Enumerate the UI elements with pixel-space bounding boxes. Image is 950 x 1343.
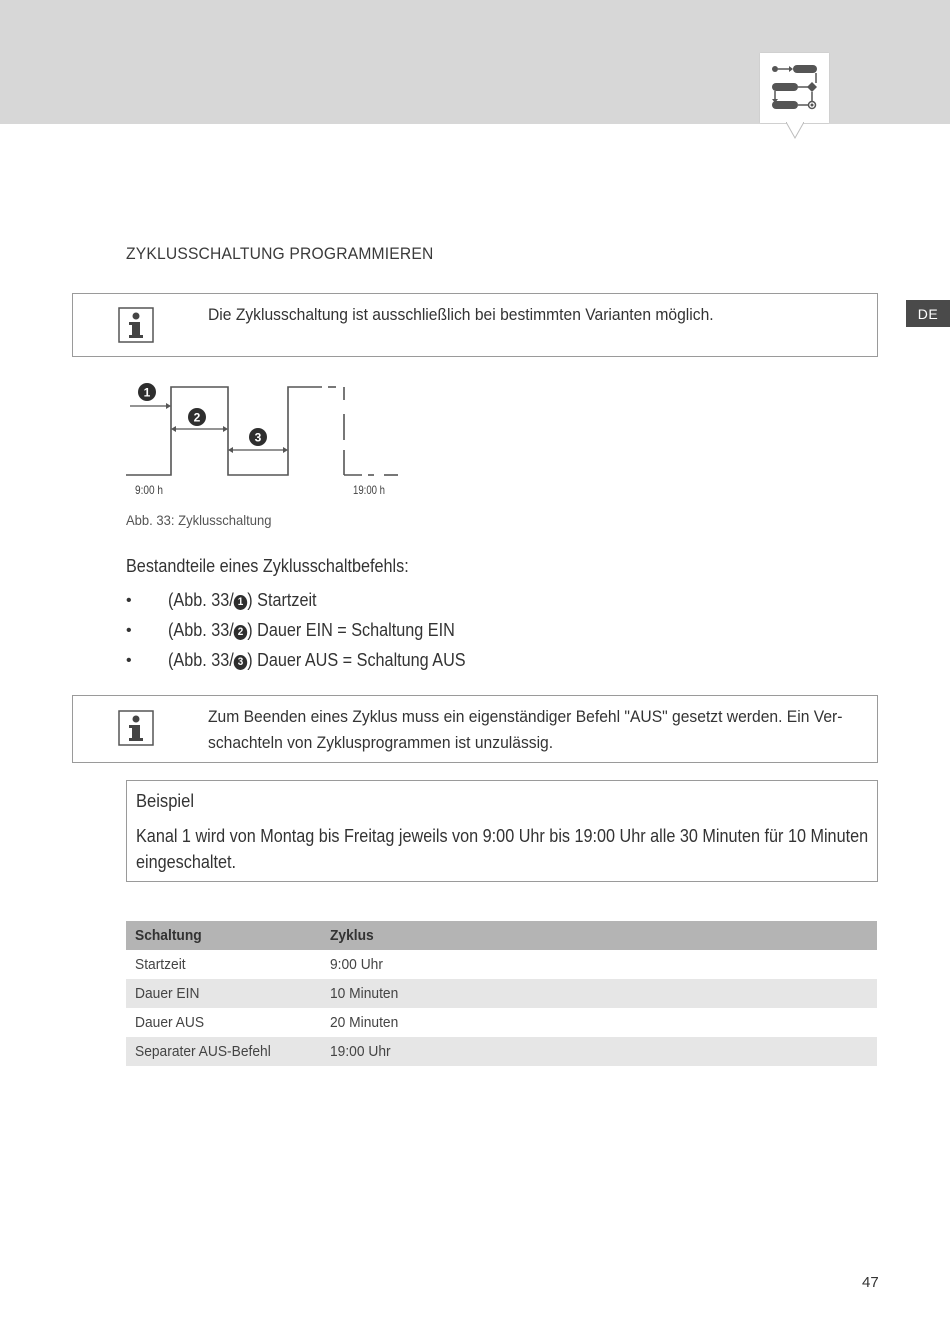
info-icon <box>118 307 154 343</box>
note-text: Die Zyklusschaltung ist ausschließlich bei bestimmten Varianten möglich. <box>208 305 714 324</box>
diagram-marker-3 <box>249 428 267 446</box>
note-text: Zum Beenden eines Zyklus muss ein eigenständiger Befehl "AUS" gesetzt werden. Ein Ver- schachteln von Zyklusprogrammen ist unzulässig. <box>208 707 843 752</box>
column-header: Schaltung <box>126 921 321 950</box>
intro-text: Bestandteile eines Zyklusschaltbefehls: <box>126 556 409 576</box>
table-row <box>126 1008 877 1037</box>
diagram-end-label: 19:00 h <box>353 483 385 497</box>
column-header: Zyklus <box>321 921 877 950</box>
number-badge: 2 <box>234 625 248 640</box>
diagram-marker-1 <box>138 383 156 401</box>
figure-caption: Abb. 33: Zyklusschaltung <box>126 512 272 528</box>
table-cell: Separater AUS-Befehl <box>126 1037 321 1066</box>
table-row <box>126 1037 877 1066</box>
table-cell: 20 Minuten <box>330 1014 399 1031</box>
info-note <box>72 695 878 763</box>
number-badge: 1 <box>234 595 248 610</box>
bullet-dot: • <box>126 622 132 639</box>
table-cell: Dauer AUS <box>135 1014 205 1031</box>
bullet-dot: • <box>126 592 132 609</box>
diagram-marker-2 <box>188 408 206 426</box>
table-cell: 19:00 Uhr <box>321 1037 877 1066</box>
cycle-diagram <box>122 380 412 505</box>
example-box <box>126 780 878 882</box>
table-cell: 9:00 Uhr <box>330 956 383 973</box>
diagram-start-label: 9:00 h <box>135 483 163 497</box>
example-title: Beispiel <box>136 791 195 811</box>
section-title: ZYKLUSSCHALTUNG PROGRAMMIEREN <box>126 244 434 263</box>
page-number: 47 <box>862 1274 879 1291</box>
tab-pointer-arrow <box>786 122 804 140</box>
table-header-row <box>126 921 877 950</box>
schedule-table <box>126 921 877 1066</box>
table-cell: Startzeit <box>135 956 186 973</box>
example-text: Kanal 1 wird von Montag bis Freitag jeweils von 9:00 Uhr bis 19:00 Uhr alle 30 Minuten für 10 Minuten eingeschaltet. <box>136 826 869 872</box>
svg-text:3: 3 <box>254 430 262 445</box>
table-cell: Dauer EIN <box>126 979 321 1008</box>
program-flow-icon <box>760 53 829 123</box>
svg-text:2: 2 <box>193 410 201 425</box>
language-tab[interactable]: DE <box>906 300 950 327</box>
info-note <box>72 293 878 357</box>
info-icon <box>118 710 154 746</box>
number-badge: 3 <box>234 655 248 670</box>
svg-text:1: 1 <box>143 385 151 400</box>
table-row <box>126 979 877 1008</box>
chapter-tab <box>760 53 829 123</box>
table-cell: 10 Minuten <box>321 979 877 1008</box>
bullet-dot: • <box>126 652 132 669</box>
table-row <box>126 950 877 979</box>
